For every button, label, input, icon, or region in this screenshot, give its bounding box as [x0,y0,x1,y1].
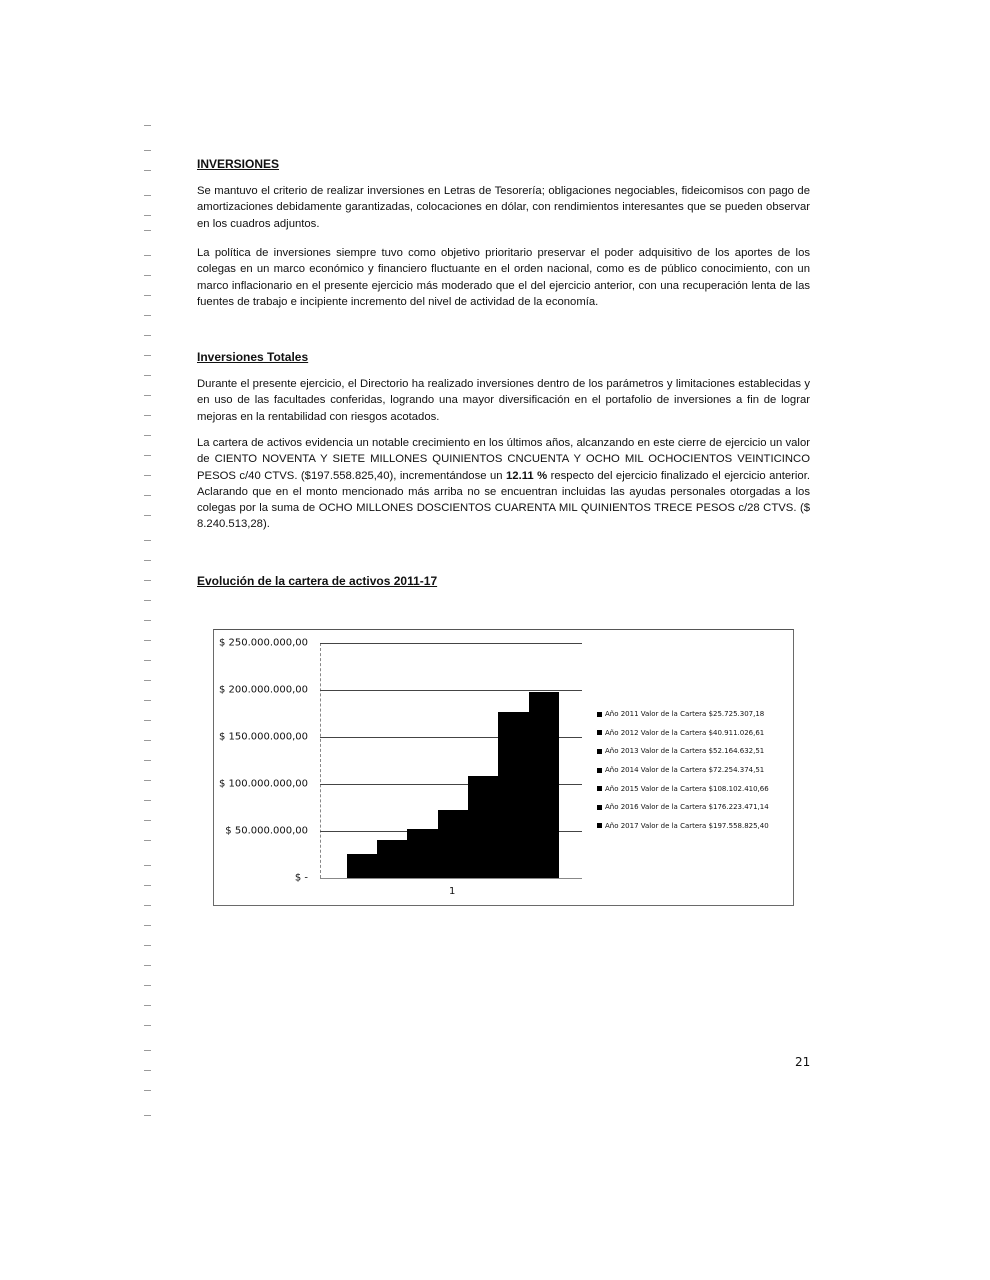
legend-label: Año 2016 Valor de la Cartera $176.223.471,14 [605,803,769,812]
legend-item-2016 [597,798,787,817]
bar-2015 [468,776,498,878]
section-title-evolucion: Evolución de la cartera de activos 2011-17 [197,574,438,588]
scan-margin-marks [144,125,158,1125]
legend-swatch-icon [597,786,602,791]
paragraph-inversiones-totales-2 [197,435,810,533]
legend-label: Año 2012 Valor de la Cartera $40.911.026,61 [605,728,765,737]
bar-2016 [498,712,529,878]
legend-swatch-icon [597,712,602,717]
paragraph-inversiones-totales-1: Durante el presente ejercicio, el Directorio ha realizado inversiones dentro de los parámetros y limitaciones establecidas y en uso de las facultades conferidas, logrando una mayor diversificación en el portafolio de inversiones a fin de lograr mejoras en la rentabilidad con riesgos acotados. [197,378,810,423]
legend-swatch-icon [597,805,602,810]
x-axis [320,878,582,879]
legend-swatch-icon [597,768,602,773]
gridline [320,643,582,644]
legend-item-2013 [597,742,787,761]
legend-item-2014 [597,761,787,780]
legend-item-2012 [597,724,787,743]
paragraph-inversiones-2: La política de inversiones siempre tuvo como objetivo prioritario preservar el poder adquisitivo de los aportes de los colegas en un marco económico y financiero fluctuante en el orden nacional, como es de público conocimiento, con un marco inflacionario en el presente ejercicio más moderado que el del ejercicio anterior, con una recuperación lenta de las fuentes de trabajo e incipiente incremento del nivel de actividad de la economía. [197,247,810,308]
bar-2012 [377,840,407,878]
page-number: 21 [795,1055,811,1069]
y-axis [320,643,322,878]
legend-item-2017 [597,817,787,836]
y-tick-label: $ 200.000.000,00 [218,684,308,696]
x-tick-label: 1 [449,886,456,897]
bar-2014 [438,810,468,878]
legend-swatch-icon [597,749,602,754]
bar-2011 [347,854,377,878]
plot-area [320,643,582,878]
legend-label: Año 2017 Valor de la Cartera $197.558.825,40 [605,821,769,830]
bar-2013 [407,829,438,878]
legend-label: Año 2014 Valor de la Cartera $72.254.374,51 [605,766,765,775]
legend-label: Año 2013 Valor de la Cartera $52.164.632,51 [605,747,765,756]
legend-label: Año 2011 Valor de la Cartera $25.725.307,18 [605,710,765,719]
y-tick-label: $ - [294,872,308,884]
legend-swatch-icon [597,823,602,828]
legend-label: Año 2015 Valor de la Cartera $108.102.410,66 [605,784,769,793]
paragraph-inversiones-1: Se mantuvo el criterio de realizar inversiones en Letras de Tesorería; obligaciones negociables, fideicomisos con pago de amortizaciones debidamente garantizadas, colocaciones en dólar, con rendimientos interesantes que se pueden observar en los cuadros adjuntos. [197,185,810,230]
gridline [320,690,582,691]
bar-2017 [529,692,559,878]
legend-swatch-icon [597,730,602,735]
section-title-inversiones-totales: Inversiones Totales [197,350,309,364]
legend-item-2015 [597,779,787,798]
y-tick-label: $ 150.000.000,00 [218,731,308,743]
chart-legend [597,705,787,835]
paragraph-text: La cartera de activos evidencia un notable crecimiento en los últimos años, alcanzando en este cierre de ejercicio un valor de CIENTO NOVENTA Y SIETE MILLONES QUINIENTOS CNCUENTA Y OCHO MIL OCHOCIENTOS VEINTICINCO PESOS c/40 CTVS. ($197.558.825,40), incrementándose un [197,437,810,482]
y-tick-label: $ 250.000.000,00 [218,637,308,649]
legend-item-2011 [597,705,787,724]
growth-percentage: 12.11 % [506,469,548,482]
section-title-inversiones: INVERSIONES [197,157,280,171]
y-tick-label: $ 50.000.000,00 [225,825,308,837]
y-tick-label: $ 100.000.000,00 [218,778,308,790]
paragraph-text: respecto del ejercicio finalizado el ejercicio anterior. Aclarando que en el monto mencionado más arriba no se encuentran incluidas las ayudas personales otorgadas a los colegas por la suma de OCHO MILLONES DOSCIENTOS CUARENTA MIL QUINIENTOS TRECE PESOS c/28 CTVS. ($ 8.240.513,28). [197,469,810,531]
